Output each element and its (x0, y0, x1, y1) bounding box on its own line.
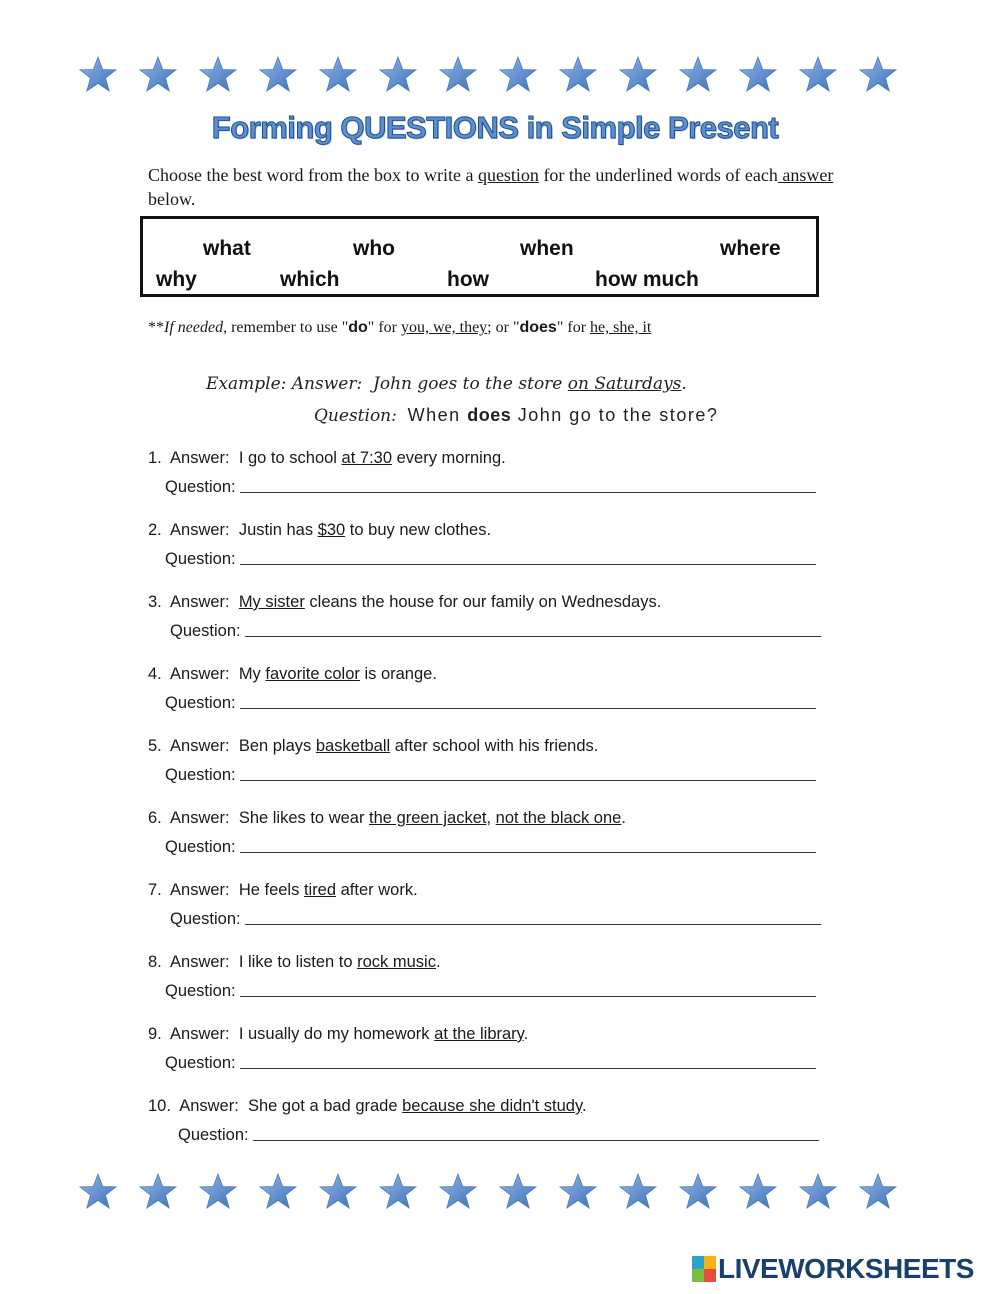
reminder-pronouns-does: he, she, it (590, 319, 652, 336)
star-icon (858, 1172, 898, 1212)
question-line (148, 617, 848, 641)
reminder-text: " for (556, 319, 591, 336)
question-line (148, 689, 848, 713)
star-icon (798, 55, 838, 95)
answer-label: Answer: (170, 593, 230, 611)
star-icon (318, 1172, 358, 1212)
question-line (148, 1049, 848, 1073)
star-icon (138, 1172, 178, 1212)
star-icon (618, 55, 658, 95)
example-answer (206, 374, 687, 394)
answer-line (148, 1097, 848, 1121)
question-label: Question: (178, 1126, 249, 1144)
answer-blank[interactable] (240, 780, 816, 781)
item-number: 3. (148, 593, 162, 611)
answer-text: Justin has (238, 521, 318, 539)
example-answer-label: Answer: (291, 374, 363, 394)
star-icon (798, 1172, 838, 1212)
star-icon (378, 55, 418, 95)
question-item (148, 521, 848, 569)
answer-label: Answer: (170, 953, 230, 971)
example-question-part: When (407, 405, 468, 425)
word-box (140, 216, 819, 297)
example-question (314, 405, 718, 426)
item-number: 10. (148, 1097, 171, 1115)
word-how: how (447, 268, 489, 291)
question-item (148, 737, 848, 785)
bottom-star-border (78, 1169, 898, 1215)
answer-blank[interactable] (240, 492, 816, 493)
star-icon (858, 55, 898, 95)
answer-label: Answer: (170, 449, 230, 467)
answer-underlined: My sister (238, 593, 305, 611)
item-number: 8. (148, 953, 162, 971)
example-question-bold: does (467, 405, 512, 425)
example-question-part: John go to the store? (511, 405, 719, 425)
answer-text: My (238, 665, 266, 683)
answer-blank[interactable] (240, 852, 816, 853)
answer-line (148, 449, 848, 473)
word-when: when (520, 237, 574, 260)
liveworksheets-logo-icon (692, 1256, 716, 1282)
answer-text: . (435, 953, 441, 971)
answer-underlined: because she didn't study (402, 1097, 582, 1115)
answer-text: to buy new clothes. (345, 521, 492, 539)
answer-text: cleans the house for our family on Wednesdays. (304, 593, 662, 611)
star-icon (78, 55, 118, 95)
star-icon (678, 55, 718, 95)
question-item (148, 881, 848, 929)
star-icon (378, 1172, 418, 1212)
reminder-text: ** (148, 319, 164, 336)
answer-label: Answer: (170, 881, 230, 899)
question-label: Question: (165, 838, 236, 856)
answer-text: is orange. (359, 665, 437, 683)
answer-blank[interactable] (240, 1068, 816, 1069)
answer-line (148, 881, 848, 905)
top-star-border (78, 52, 898, 98)
answer-text: . (523, 1025, 529, 1043)
question-label: Question: (165, 550, 236, 568)
answer-text: . (582, 1097, 587, 1115)
answer-blank[interactable] (245, 924, 821, 925)
word-what: what (203, 237, 251, 260)
answer-label: Answer: (179, 1097, 239, 1115)
answer-text: after school with his friends. (390, 737, 599, 755)
answer-line (148, 737, 848, 761)
question-line (148, 761, 848, 785)
answer-text: I usually do my homework (238, 1025, 435, 1043)
question-item (148, 953, 848, 1001)
star-icon (198, 1172, 238, 1212)
word-why: why (156, 268, 197, 291)
example-question-text (408, 405, 719, 425)
star-icon (678, 1172, 718, 1212)
answer-line (148, 1025, 848, 1049)
question-label: Question: (165, 982, 236, 1000)
question-label: Question: (165, 766, 236, 784)
star-icon (438, 1172, 478, 1212)
do-does-reminder (148, 319, 651, 337)
question-line (148, 545, 848, 569)
answer-text: Ben plays (238, 737, 316, 755)
item-number: 5. (148, 737, 162, 755)
item-number: 1. (148, 449, 162, 467)
word-how-much: how much (595, 268, 699, 291)
question-item (148, 593, 848, 641)
answer-underlined: the green jacket (369, 809, 487, 827)
answer-underlined: $30 (317, 521, 346, 539)
example-answer-underlined: on Saturdays (567, 374, 682, 394)
answer-label: Answer: (170, 665, 230, 683)
question-item (148, 809, 848, 857)
answer-underlined: rock music (357, 953, 436, 971)
reminder-italic: If needed (164, 319, 224, 336)
answer-text: every morning. (392, 449, 506, 467)
instructions-underlined-question: question (477, 165, 539, 185)
reminder-text: , remember to use " (223, 319, 349, 336)
liveworksheets-logo-text: LIVEWORKSHEETS (718, 1253, 974, 1284)
answer-line (148, 809, 848, 833)
star-icon (558, 55, 598, 95)
answer-underlined: not the black one (495, 809, 622, 827)
item-number: 6. (148, 809, 162, 827)
answer-blank[interactable] (240, 708, 816, 709)
answer-underlined: basketball (315, 737, 391, 755)
question-item (148, 1025, 848, 1073)
answer-underlined: tired (303, 881, 337, 899)
star-icon (738, 55, 778, 95)
question-line (148, 1121, 848, 1145)
question-item (148, 449, 848, 497)
question-line (148, 833, 848, 857)
example-question-label: Question: (314, 406, 397, 426)
question-line (148, 905, 848, 929)
example-answer-text: John goes to the store (373, 374, 568, 394)
star-icon (498, 1172, 538, 1212)
question-item (148, 1097, 848, 1145)
star-icon (618, 1172, 658, 1212)
answer-text: , (486, 809, 496, 827)
star-icon (258, 1172, 298, 1212)
word-who: who (353, 237, 395, 260)
answer-blank[interactable] (245, 636, 821, 637)
answer-text: . (621, 809, 626, 827)
question-label: Question: (170, 622, 241, 640)
answer-line (148, 521, 848, 545)
answer-underlined: at the library (434, 1025, 524, 1043)
answer-underlined: favorite color (265, 665, 360, 683)
answer-label: Answer: (170, 521, 230, 539)
answer-text: I go to school (238, 449, 342, 467)
answer-line (148, 593, 848, 617)
star-icon (258, 55, 298, 95)
reminder-does: does (519, 319, 557, 336)
question-label: Question: (165, 694, 236, 712)
answer-line (148, 665, 848, 689)
instructions (148, 163, 848, 211)
question-item (148, 665, 848, 713)
instructions-text: for the underlined words of each (538, 165, 778, 185)
question-line (148, 473, 848, 497)
worksheet-title: Forming QUESTIONS in Simple Present (211, 110, 779, 145)
answer-blank[interactable] (240, 564, 816, 565)
question-label: Question: (165, 1054, 236, 1072)
star-icon (78, 1172, 118, 1212)
example-answer-end: . (681, 374, 687, 394)
word-which: which (280, 268, 340, 291)
reminder-do: do (348, 319, 368, 336)
answer-blank[interactable] (253, 1140, 819, 1141)
instructions-underlined-answer: answer (777, 165, 834, 185)
reminder-text: " for (367, 319, 401, 336)
word-where: where (720, 237, 781, 260)
answer-text: She likes to wear (238, 809, 370, 827)
item-number: 9. (148, 1025, 162, 1043)
answer-text: after work. (336, 881, 418, 899)
answer-label: Answer: (170, 809, 230, 827)
item-number: 7. (148, 881, 162, 899)
question-label: Question: (170, 910, 241, 928)
star-icon (198, 55, 238, 95)
liveworksheets-logo (692, 1254, 974, 1284)
reminder-text: ; or " (487, 319, 520, 336)
reminder-pronouns-do: you, we, they (400, 319, 488, 336)
star-icon (558, 1172, 598, 1212)
answer-text: He feels (238, 881, 304, 899)
answer-label: Answer: (170, 1025, 230, 1043)
star-icon (498, 55, 538, 95)
answer-text: I like to listen to (238, 953, 358, 971)
answer-line (148, 953, 848, 977)
star-icon (318, 55, 358, 95)
item-number: 4. (148, 665, 162, 683)
question-label: Question: (165, 478, 236, 496)
answer-blank[interactable] (240, 996, 816, 997)
item-number: 2. (148, 521, 162, 539)
answer-label: Answer: (170, 737, 230, 755)
answer-text: She got a bad grade (247, 1097, 403, 1115)
answer-underlined: at 7:30 (341, 449, 393, 467)
star-icon (738, 1172, 778, 1212)
instructions-text: Choose the best word from the box to write a (148, 165, 478, 185)
star-icon (438, 55, 478, 95)
example-label: Example: (206, 374, 287, 394)
instructions-text: below. (148, 189, 196, 209)
star-icon (138, 55, 178, 95)
question-line (148, 977, 848, 1001)
